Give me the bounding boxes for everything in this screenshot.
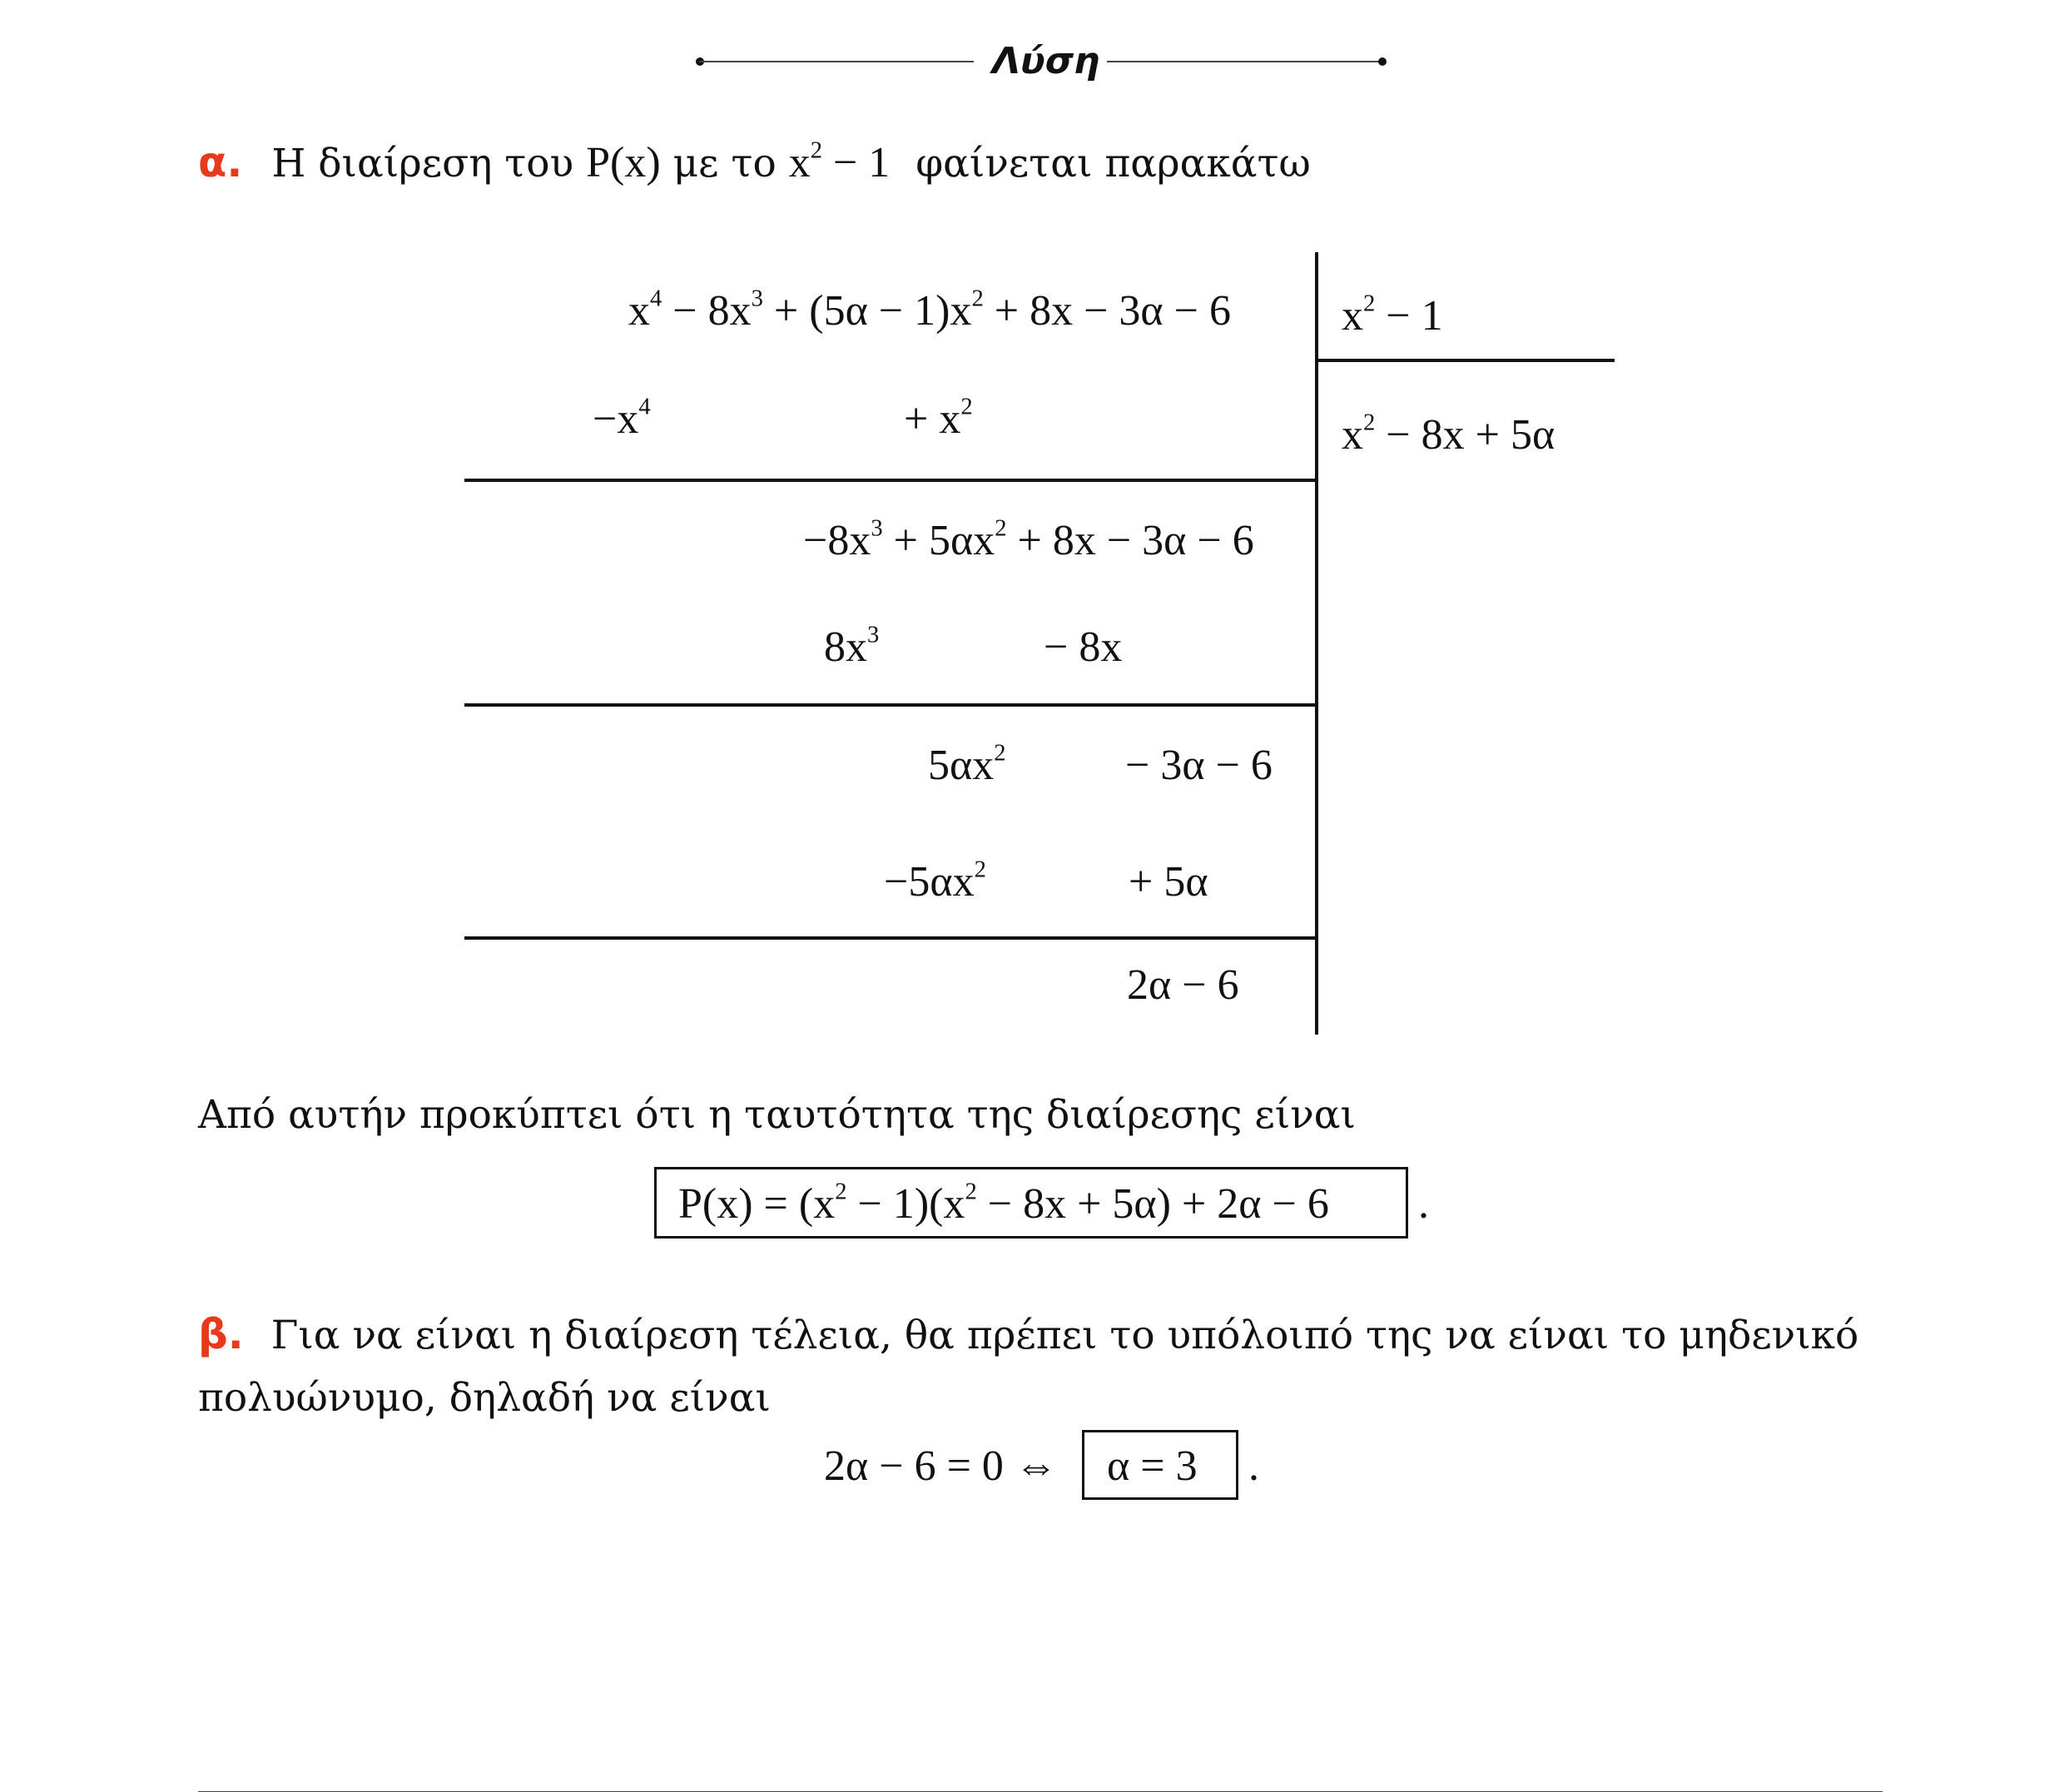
row5-left: $5\alpha x^2$	[928, 740, 1006, 789]
answer-period: .	[1248, 1442, 1259, 1490]
row2-left: $-x^4$	[593, 394, 651, 443]
subtraction-line-3	[464, 936, 1317, 940]
part-a-marker: α.	[198, 138, 243, 186]
heading-left-rule	[699, 61, 974, 62]
equation-left: 2α − 6 = 0 ⇔	[824, 1442, 1058, 1490]
row2-right: + $x^2$	[904, 394, 973, 443]
heading-right-dot	[1378, 57, 1387, 66]
identity-formula: $P(x) = (x^2 - 1)(x^2 - 8x + 5\alpha) + 2\alpha - 6$	[678, 1179, 1329, 1228]
subtraction-line-1	[464, 479, 1317, 482]
divisor-underline	[1315, 359, 1615, 362]
row6-right: + 5α	[1129, 858, 1208, 906]
heading-right-rule	[1107, 61, 1382, 62]
row4-left: $8x^3$	[824, 622, 880, 671]
part-a-intro	[198, 137, 1311, 186]
part-b-line1: β. Για να είναι η διαίρεση τέλεια, θα πρέπει το υπόλοιπό της να είναι το μηδενικό	[198, 1310, 1859, 1358]
answer: α = 3	[1107, 1442, 1198, 1490]
remainder: 2α − 6	[1127, 961, 1239, 1009]
row6-left: $-5\alpha x^2$	[884, 856, 986, 906]
intro-divisor: $x^2 - 1$	[788, 137, 891, 186]
divisor: $x^2 - 1$	[1342, 290, 1443, 340]
row4-right: − 8x	[1044, 623, 1123, 671]
section-heading: Λύση	[992, 40, 1100, 82]
division-vertical-bar	[1315, 252, 1318, 1035]
intro-poly: P(x)	[586, 139, 661, 186]
quotient: $x^2 - 8x + 5\alpha$	[1342, 410, 1555, 459]
row5-right: − 3α − 6	[1125, 742, 1273, 789]
intro-before: Η διαίρεση του	[271, 141, 587, 186]
part-b-marker: β.	[198, 1310, 244, 1358]
row3: $-8x^3 + 5\alpha x^2 + 8x - 3\alpha - 6$	[803, 515, 1254, 564]
dividend: $x^4 - 8x^3 + (5\alpha - 1)x^2 + 8x - 3\alpha - 6$	[628, 285, 1231, 335]
subtraction-line-2	[464, 703, 1317, 707]
intro-after: φαίνεται παρακάτω	[915, 141, 1311, 186]
intro-mid: με το	[660, 141, 789, 186]
identity-lead: Από αυτήν προκύπτει ότι η ταυτότητα της διαίρεσης είναι	[198, 1092, 1356, 1138]
part-b-line2: πολυώνυμο, δηλαδή να είναι	[198, 1375, 771, 1421]
identity-period: .	[1418, 1180, 1429, 1228]
